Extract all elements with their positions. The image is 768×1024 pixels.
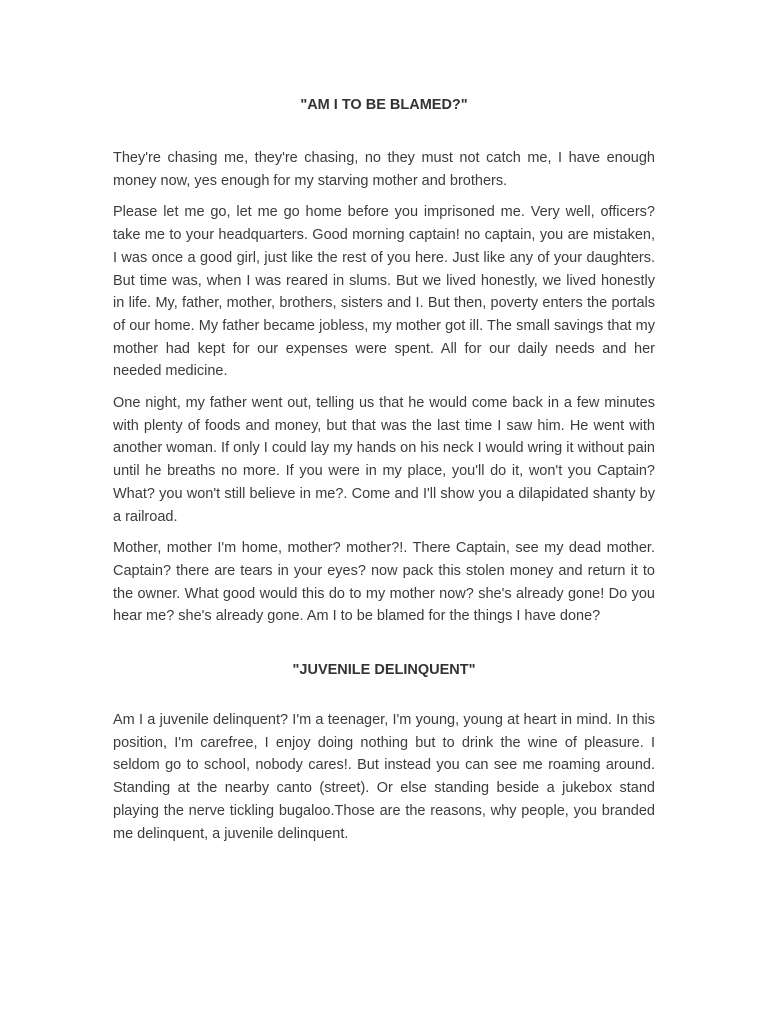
paragraph: Am I a juvenile delinquent? I'm a teenager, I'm young, young at heart in mind. In this position, I'm carefree, I enjoy doing nothing but to drink the wine of pleasure. I seldom go to school, nobody cares!. But instead you can see me roaming around. Standing at the nearby canto (street). Or else standing beside a jukebox stand playing the nerve tickling bugaloo.Those are the reasons, why people, you branded me delinquent, a juvenile delinquent. bbox=[113, 712, 655, 842]
poem-am-i-to-be-blamed bbox=[113, 96, 655, 628]
section-title: "JUVENILE DELINQUENT" bbox=[292, 662, 476, 679]
poem-juvenile-delinquent bbox=[113, 661, 655, 845]
paragraph: Mother, mother I'm home, mother? mother?!. There Captain, see my dead mother. Captain? there are tears in your eyes? now pack this stolen money and return it to the owner. What good would this do to my mother now? she's already gone! Do you hear me? she's already gone. Am I to be blamed for the things I have done? bbox=[113, 540, 655, 625]
paragraph: Please let me go, let me go home before you imprisoned me. Very well, officers? take me to your headquarters. Good morning captain! no captain, you are mistaken, I was once a good girl, just like the rest of you here. Just like any of your daughters. But time was, when I was reared in slums. But we lived honestly, we lived honestly in life. My, father, mother, brothers, sisters and I. But then, poverty enters the portals of our home. My father became jobless, my mother got ill. The small savings that my mother had kept for our expenses were spent. All for our daily needs and her needed medicine. bbox=[113, 204, 655, 380]
paragraph: They're chasing me, they're chasing, no they must not catch me, I have enough money now, yes enough for my starving mother and brothers. bbox=[113, 150, 655, 189]
paragraph: One night, my father went out, telling us that he would come back in a few minutes with plenty of foods and money, but that was the last time I saw him. He went with another woman. If only I could lay my hands on his neck I would wring it without pain until he breaths no more. If you were in my place, you'll do it, won't you Captain? What? you won't still believe in me?. Come and I'll show you a dilapidated shanty by a railroad. bbox=[113, 395, 655, 525]
document-body bbox=[113, 96, 655, 845]
section-title: "AM I TO BE BLAMED?" bbox=[300, 97, 468, 113]
